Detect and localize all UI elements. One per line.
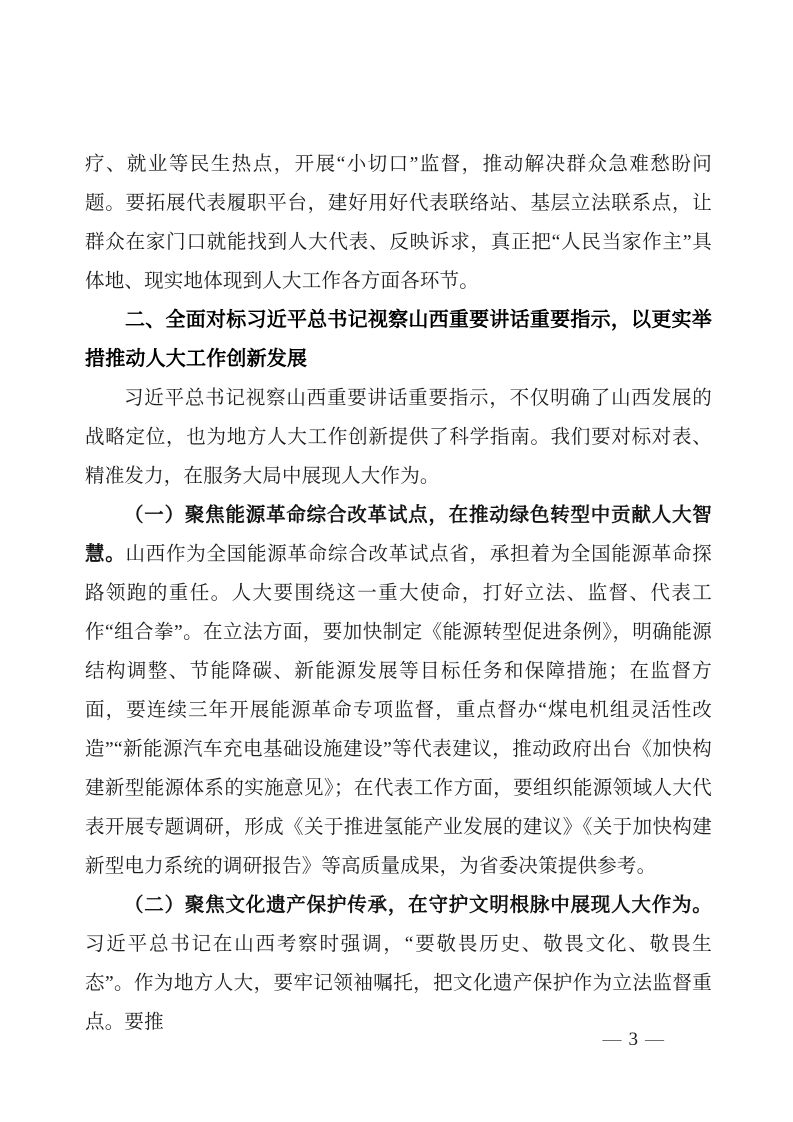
document-body xyxy=(85,145,712,1042)
page-number-value: 3 xyxy=(628,1029,638,1050)
subsection-1 xyxy=(85,496,712,886)
paragraph-intro: 习近平总书记视察山西重要讲话重要指示，不仅明确了山西发展的战略定位，也为地方人大工作创新提供了科学指南。我们要对标对表、精准发力，在服务大局中展现人大作为。 xyxy=(85,388,712,487)
page-number xyxy=(596,1028,672,1052)
subsection-1-text: 山西作为全国能源革命综合改革试点省，承担着为全国能源革命探路领跑的重任。人大要围绕这一重大使命，打好立法、监督、代表工作“组合拳”。在立法方面，要加快制定《能源转型促进条例》，明确能源结构调整、节能降碳、新能源发展等目标任务和保障措施；在监督方面，要连续三年开展能源革命专项监督，重点督办“煤电机组灵活性改造”“新能源汽车充电基础设施建设”等代表建议，推动政府出台《加快构建新型能源体系的实施意见》；在代表工作方面，要组织能源领域人大代表开展专题调研，形成《关于推进氢能产业发展的建议》《关于加快构建新型电力系统的调研报告》等高质量成果，为省委决策提供参考。 xyxy=(85,544,712,877)
subsection-2 xyxy=(85,886,712,1042)
subsection-1-lead: （一）聚焦能源革命综合改革试点，在推动绿色转型中贡献人大智慧。 xyxy=(85,505,712,565)
section-heading: 二、全面对标习近平总书记视察山西重要讲话重要指示，以更实举措推动人大工作创新发展 xyxy=(85,309,712,370)
subsection-2-lead: （二）聚焦文化遗产保护传承，在守护文明根脉中展现人大作为。 xyxy=(124,895,712,916)
page-number-dash-right: — xyxy=(645,1029,664,1050)
paragraph-continuation: 疗、就业等民生热点，开展“小切口”监督，推动解决群众急难愁盼问题。要拓展代表履职平台，建好用好代表联络站、基层立法联系点，让群众在家门口就能找到人大代表、反映诉求，真正把“人民当家作主”具体地、现实地体现到人大工作各方面各环节。 xyxy=(85,154,712,292)
page-number-dash-left: — xyxy=(602,1029,622,1050)
subsection-2-text: 习近平总书记在山西考察时强调，“要敬畏历史、敬畏文化、敬畏生态”。作为地方人大，要牢记领袖嘱托，把文化遗产保护作为立法监督重点。要推 xyxy=(85,934,712,1033)
